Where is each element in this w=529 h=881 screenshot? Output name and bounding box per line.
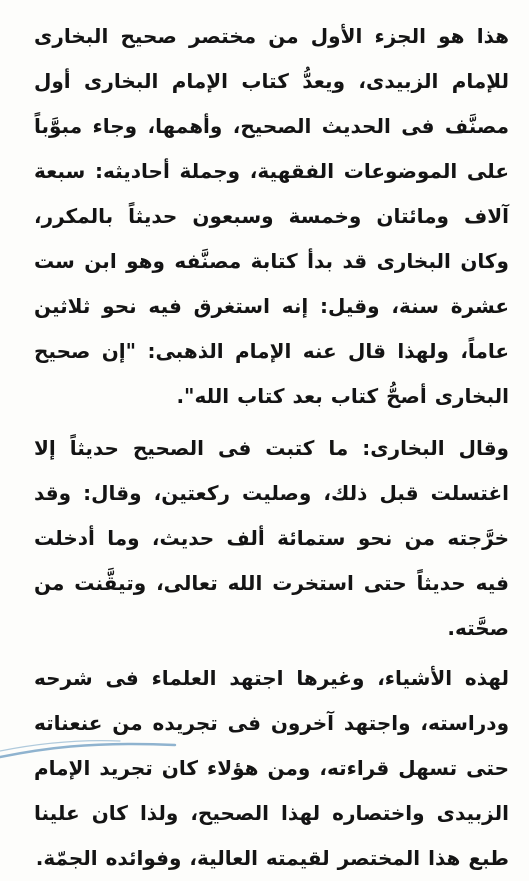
paragraph-scholars: لهذه الأشياء، وغيرها اجتهد العلماء فى شرحه ودراسته، واجتهد آخرون فى تجريده من عنعناته حتى تسهل قراءته، ومن هؤلاء كان تجريد الإمام الزبيدى واختصاره لهذا الصحيح، ولذا كان علينا طبع هذا المختصر لقيمته العالية، وفوائده الجمّة. xyxy=(34,666,509,870)
paragraph-intro: هذا هو الجزء الأول من مختصر صحيح البخارى للإمام الزبيدى، ويعدُّ كتاب الإمام البخارى أول مصنَّف فى الحديث الصحيح، وأهمها، وجاء مبوَّباً على الموضوعات الفقهية، وجملة أحاديثه: سبعة آلاف ومائتان وخمسة وسبعون حديثاً بالمكرر، وكان البخارى قد بدأ كتابة مصنَّفه وهو ابن ست عشرة سنة، وقيل: إنه استغرق فيه نحو ثلاثين عاماً، ولهذا قال عنه الإمام الذهبى: "إن صحيح البخارى أصحُّ كتاب بعد كتاب الله". xyxy=(34,24,509,408)
decorative-swoosh-icon xyxy=(0,719,180,759)
paragraph-bukhari-quote: وقال البخارى: ما كتبت فى الصحيح حديثاً إلا اغتسلت قبل ذلك، وصليت ركعتين، وقال: وقد خرَّجته من نحو ستمائة ألف حديث، وما أدخلت فيه حديثاً حتى استخرت الله تعالى، وتيقَّنت من صحَّته. xyxy=(34,436,509,640)
